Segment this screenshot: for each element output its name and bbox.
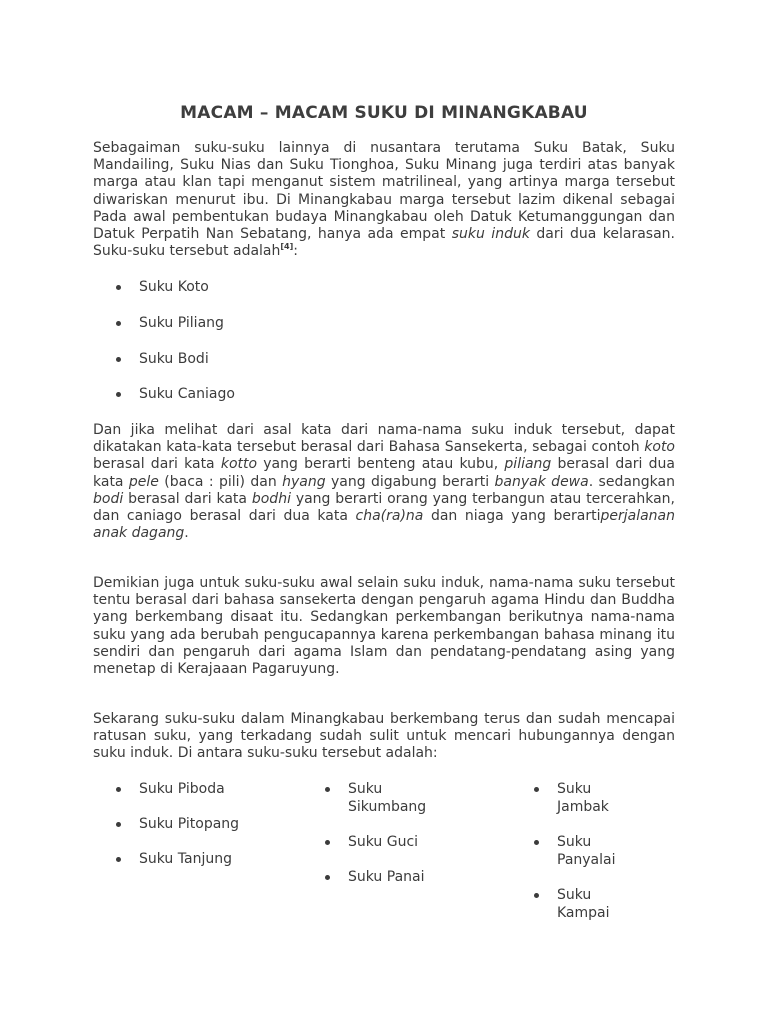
etymology-italic: piliang <box>504 456 552 473</box>
etymology-italic: cha(ra)na <box>355 508 424 525</box>
bullet-icon <box>116 822 121 827</box>
intro-text-3: : <box>293 243 298 260</box>
suku-list-column-3 <box>557 780 647 939</box>
bullet-icon <box>116 357 121 362</box>
intro-italic-suku-induk: suku induk <box>451 226 530 243</box>
paragraph-history: Demikian juga untuk suku-suku awal selain suku induk, nama-nama suku tersebut tentu berasal dari bahasa sansekerta dengan pengaruh agama Hindu dan Buddha yang berkembang disaat itu. Sedangkan perkembangan berikutnya nama-nama suku yang ada berubah pengucapannya karena perkembangan bahasa minang itu sendiri dan pengaruh dari agama Islam dan pendatang-pendatang asing yang menetap di Kerajaaan Pagaruyung. <box>93 575 675 678</box>
page-title: MACAM – MACAM SUKU DI MINANGKABAU <box>180 103 588 123</box>
etymology-text: . <box>184 525 189 542</box>
list-item-label: Suku Panyalai <box>557 834 616 868</box>
bullet-icon <box>116 285 121 290</box>
bullet-icon <box>325 840 330 845</box>
list-item <box>139 350 209 368</box>
list-item-label: Suku Sikumbang <box>348 781 427 815</box>
intro-text-2: dari dua kelarasan. Suku-suku tersebut adalah <box>93 226 676 260</box>
list-item-label: Suku Pitopang <box>139 816 240 832</box>
paragraph-intro <box>93 140 675 260</box>
list-item-label: Suku Bodi <box>139 351 209 367</box>
list-item-label: Suku Kampai <box>557 887 610 921</box>
list-item <box>139 815 249 833</box>
bullet-icon <box>325 875 330 880</box>
etymology-italic: koto <box>644 439 675 456</box>
paragraph-current: Sekarang suku-suku dalam Minangkabau berkembang terus dan sudah mencapai ratusan suku, yang terkadang sudah sulit untuk mencari hubungannya dengan suku induk. Di antara suku-suku tersebut adalah: <box>93 711 675 762</box>
list-item <box>139 385 235 403</box>
reference-link[interactable]: [4] <box>280 242 294 252</box>
etymology-text: yang berarti orang yang terbangun atau tercerahkan, dan caniago berasal dari dua kata <box>93 490 675 525</box>
suku-list-column-2 <box>348 780 458 903</box>
list-item-label: Suku Koto <box>139 279 209 295</box>
etymology-italic: kotto <box>220 456 258 473</box>
bullet-icon <box>116 321 121 326</box>
list-item-label: Suku Guci <box>348 834 419 850</box>
etymology-text: berasal dari kata <box>123 490 252 507</box>
bullet-icon <box>534 840 539 845</box>
list-item-label: Suku Caniago <box>139 386 235 402</box>
etymology-italic: pele <box>128 473 159 490</box>
etymology-text: berasal dari kata <box>93 456 221 473</box>
paragraph-etymology <box>93 422 675 542</box>
list-item-label: Suku Jambak <box>557 781 609 815</box>
bullet-icon <box>534 893 539 898</box>
bullet-icon <box>325 787 330 792</box>
etymology-text: (baca : pili) dan <box>158 473 283 490</box>
suku-list-column-1 <box>139 780 249 885</box>
list-item-label: Suku Tanjung <box>139 851 232 867</box>
list-item <box>557 833 647 869</box>
list-item <box>139 780 249 798</box>
list-item <box>139 314 224 332</box>
etymology-text: . sedangkan <box>588 473 675 490</box>
etymology-italic: bodhi <box>251 490 291 507</box>
bullet-icon <box>534 787 539 792</box>
list-item <box>139 850 249 868</box>
bullet-icon <box>116 787 121 792</box>
etymology-italic: banyak dewa <box>494 473 589 490</box>
bullet-icon <box>116 392 121 397</box>
etymology-italic: bodi <box>93 490 124 507</box>
list-item <box>348 780 458 816</box>
list-item <box>348 833 458 851</box>
list-item-label: Suku Panai <box>348 869 425 885</box>
list-item <box>139 278 209 296</box>
etymology-text: yang digabung berarti <box>325 473 495 490</box>
list-item-label: Suku Piliang <box>139 315 224 331</box>
list-item <box>557 780 647 816</box>
list-item-label: Suku Piboda <box>139 781 225 797</box>
bullet-icon <box>116 857 121 862</box>
list-item <box>557 886 647 922</box>
etymology-text: berasal dari dua kata <box>93 456 675 490</box>
intro-text-1: Sebagaiman suku-suku lainnya di nusantara terutama Suku Batak, Suku Mandailing, Suku Nias dan Suku Tionghoa, Suku Minang juga terdiri atas banyak marga atau klan tapi menganut sistem matrilineal, yang artinya marga tersebut diwariskan menurut ibu. Di Minangkabau marga tersebut lazim dikenal sebagai Pada awal pembentukan budaya Minangkabau oleh Datuk Ketumanggungan dan Datuk Perpatih Nan Sebatang, hanya ada empat <box>93 140 675 243</box>
etymology-text: Dan jika melihat dari asal kata dari nama-nama suku induk tersebut, dapat dikatakan kata-kata tersebut berasal dari Bahasa Sansekerta, sebagai contoh <box>93 422 675 456</box>
etymology-text: yang berarti benteng atau kubu, <box>257 456 505 473</box>
etymology-text: dan niaga yang berarti <box>423 508 601 525</box>
etymology-italic: perjalanan anak dagang <box>93 508 675 542</box>
etymology-italic: hyang <box>282 473 326 490</box>
list-item <box>348 868 458 886</box>
